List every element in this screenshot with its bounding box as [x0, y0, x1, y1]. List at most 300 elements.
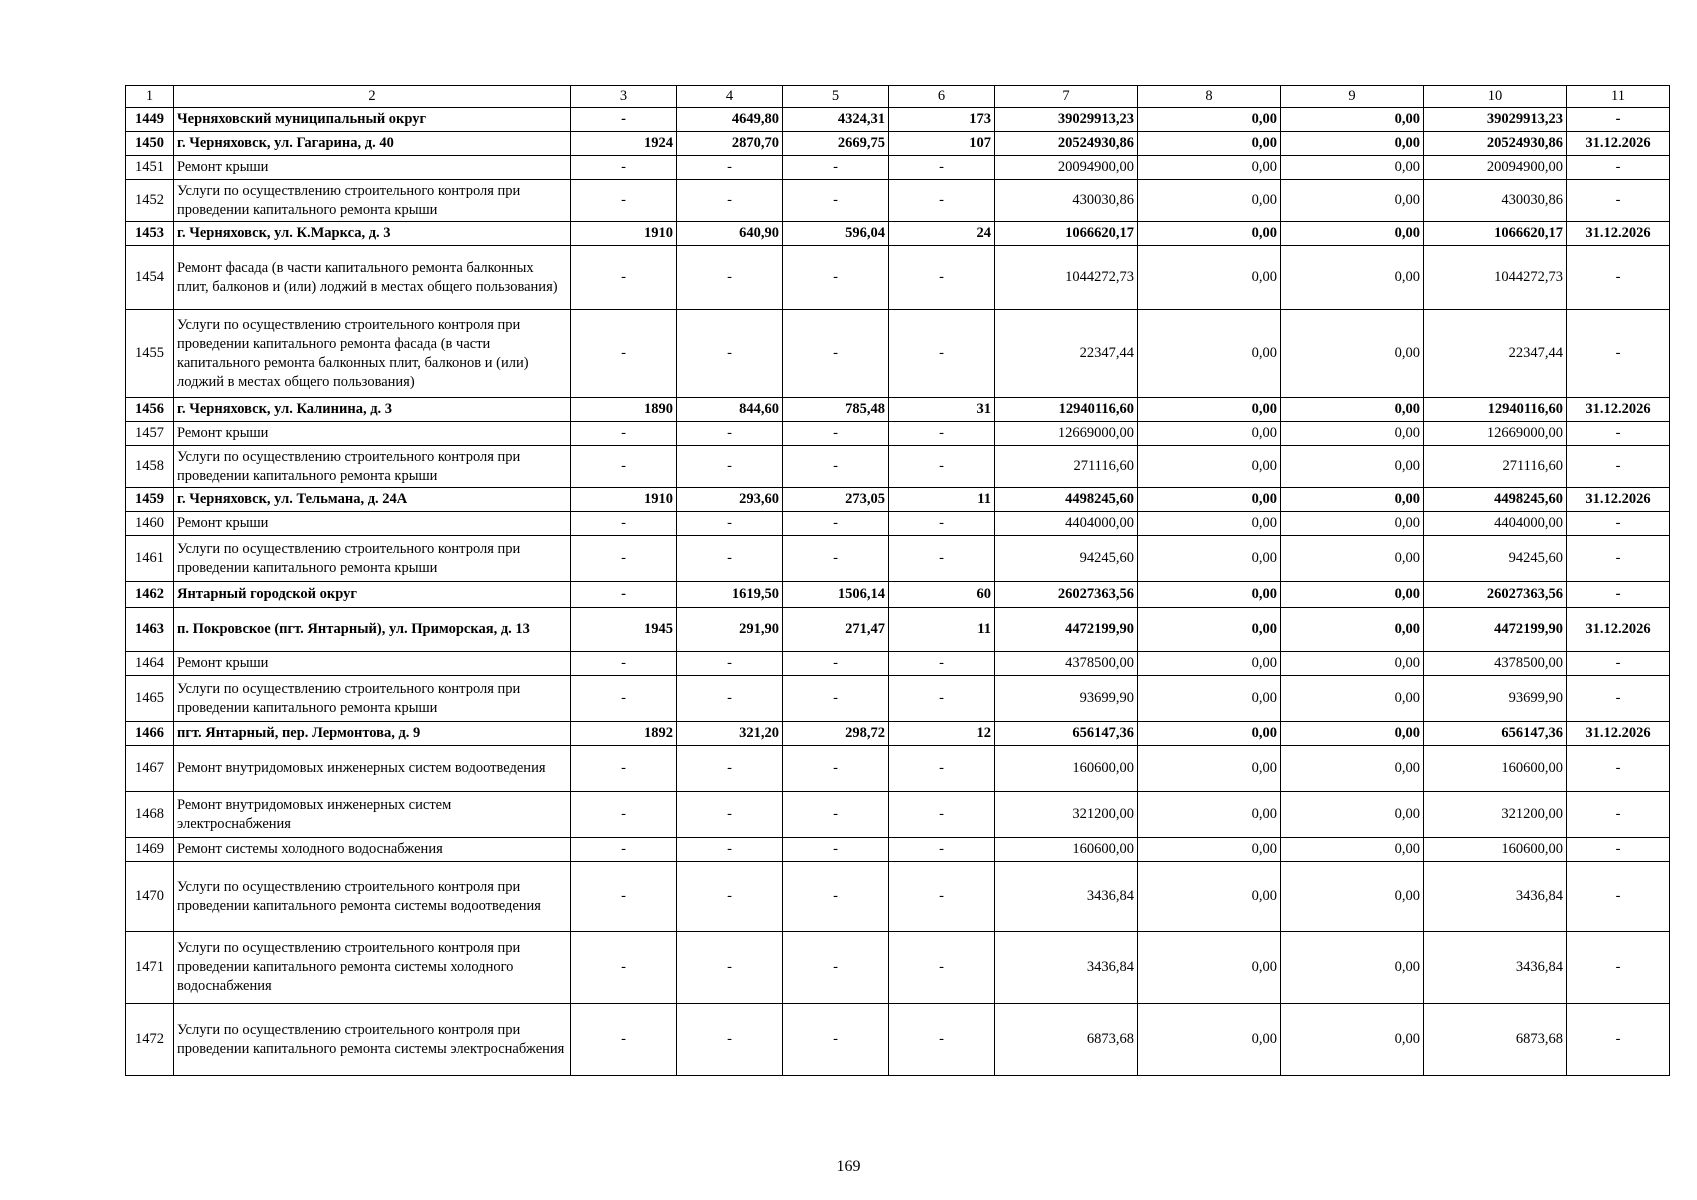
- year-cell: -: [571, 422, 677, 446]
- residents-cell: 107: [889, 132, 995, 156]
- table-row: [126, 156, 1670, 180]
- table-row: [126, 838, 1670, 862]
- area-total-cell: 4649,80: [677, 108, 783, 132]
- area-total-cell: 293,60: [677, 488, 783, 512]
- cost-total-cell: 22347,44: [995, 310, 1138, 398]
- deadline-cell: 31.12.2026: [1567, 222, 1670, 246]
- area-living-cell: -: [783, 156, 889, 180]
- row-number: 1470: [126, 862, 174, 932]
- year-cell: -: [571, 862, 677, 932]
- residents-cell: -: [889, 746, 995, 792]
- fund-a-cell: 0,00: [1138, 310, 1281, 398]
- fund-a-cell: 0,00: [1138, 512, 1281, 536]
- area-living-cell: 4324,31: [783, 108, 889, 132]
- residents-cell: 11: [889, 488, 995, 512]
- fund-a-cell: 0,00: [1138, 676, 1281, 722]
- column-number-row: [126, 86, 1670, 108]
- area-living-cell: -: [783, 310, 889, 398]
- cost-total-cell: 20524930,86: [995, 132, 1138, 156]
- row-number: 1456: [126, 398, 174, 422]
- area-total-cell: 2870,70: [677, 132, 783, 156]
- owners-funds-cell: 3436,84: [1424, 862, 1567, 932]
- cost-total-cell: 1044272,73: [995, 246, 1138, 310]
- fund-b-cell: 0,00: [1281, 536, 1424, 582]
- column-header: 9: [1281, 86, 1424, 108]
- item-name: Ремонт внутридомовых инженерных систем электроснабжения: [174, 792, 571, 838]
- owners-funds-cell: 93699,90: [1424, 676, 1567, 722]
- residents-cell: -: [889, 536, 995, 582]
- area-living-cell: -: [783, 446, 889, 488]
- residents-cell: -: [889, 422, 995, 446]
- year-cell: 1910: [571, 222, 677, 246]
- area-living-cell: 271,47: [783, 608, 889, 652]
- fund-b-cell: 0,00: [1281, 246, 1424, 310]
- residents-cell: -: [889, 862, 995, 932]
- area-living-cell: -: [783, 838, 889, 862]
- cost-total-cell: 4498245,60: [995, 488, 1138, 512]
- deadline-cell: 31.12.2026: [1567, 608, 1670, 652]
- fund-b-cell: 0,00: [1281, 108, 1424, 132]
- fund-b-cell: 0,00: [1281, 310, 1424, 398]
- table-row: [126, 746, 1670, 792]
- area-living-cell: 298,72: [783, 722, 889, 746]
- area-living-cell: 596,04: [783, 222, 889, 246]
- row-number: 1468: [126, 792, 174, 838]
- deadline-cell: -: [1567, 108, 1670, 132]
- area-living-cell: 273,05: [783, 488, 889, 512]
- row-number: 1458: [126, 446, 174, 488]
- row-number: 1452: [126, 180, 174, 222]
- item-name: Ремонт внутридомовых инженерных систем водоотведения: [174, 746, 571, 792]
- item-name: Ремонт системы холодного водоснабжения: [174, 838, 571, 862]
- deadline-cell: -: [1567, 156, 1670, 180]
- table-row: [126, 398, 1670, 422]
- area-total-cell: 844,60: [677, 398, 783, 422]
- owners-funds-cell: 1044272,73: [1424, 246, 1567, 310]
- area-total-cell: -: [677, 862, 783, 932]
- residents-cell: 11: [889, 608, 995, 652]
- area-living-cell: 785,48: [783, 398, 889, 422]
- cost-total-cell: 160600,00: [995, 746, 1138, 792]
- area-total-cell: -: [677, 180, 783, 222]
- deadline-cell: -: [1567, 180, 1670, 222]
- row-number: 1471: [126, 932, 174, 1004]
- fund-b-cell: 0,00: [1281, 488, 1424, 512]
- row-number: 1469: [126, 838, 174, 862]
- table-row: [126, 862, 1670, 932]
- cost-total-cell: 12669000,00: [995, 422, 1138, 446]
- cost-total-cell: 1066620,17: [995, 222, 1138, 246]
- item-name: пгт. Янтарный, пер. Лермонтова, д. 9: [174, 722, 571, 746]
- item-name: Услуги по осуществлению строительного контроля при проведении капитального ремонта системы электроснабжения: [174, 1004, 571, 1076]
- area-total-cell: -: [677, 310, 783, 398]
- deadline-cell: -: [1567, 582, 1670, 608]
- year-cell: 1910: [571, 488, 677, 512]
- deadline-cell: -: [1567, 676, 1670, 722]
- area-total-cell: -: [677, 512, 783, 536]
- deadline-cell: 31.12.2026: [1567, 398, 1670, 422]
- owners-funds-cell: 271116,60: [1424, 446, 1567, 488]
- year-cell: -: [571, 792, 677, 838]
- column-header: 8: [1138, 86, 1281, 108]
- year-cell: -: [571, 838, 677, 862]
- cost-total-cell: 4404000,00: [995, 512, 1138, 536]
- owners-funds-cell: 26027363,56: [1424, 582, 1567, 608]
- fund-a-cell: 0,00: [1138, 488, 1281, 512]
- fund-a-cell: 0,00: [1138, 422, 1281, 446]
- cost-total-cell: 160600,00: [995, 838, 1138, 862]
- year-cell: -: [571, 180, 677, 222]
- residents-cell: 60: [889, 582, 995, 608]
- cost-total-cell: 4472199,90: [995, 608, 1138, 652]
- owners-funds-cell: 20094900,00: [1424, 156, 1567, 180]
- owners-funds-cell: 3436,84: [1424, 932, 1567, 1004]
- fund-b-cell: 0,00: [1281, 398, 1424, 422]
- item-name: Услуги по осуществлению строительного контроля при проведении капитального ремонта крыши: [174, 446, 571, 488]
- item-name: Услуги по осуществлению строительного контроля при проведении капитального ремонта крыши: [174, 536, 571, 582]
- table-row: [126, 676, 1670, 722]
- year-cell: -: [571, 246, 677, 310]
- fund-b-cell: 0,00: [1281, 652, 1424, 676]
- fund-b-cell: 0,00: [1281, 1004, 1424, 1076]
- owners-funds-cell: 12669000,00: [1424, 422, 1567, 446]
- deadline-cell: -: [1567, 838, 1670, 862]
- area-living-cell: -: [783, 932, 889, 1004]
- deadline-cell: -: [1567, 1004, 1670, 1076]
- year-cell: -: [571, 746, 677, 792]
- cost-total-cell: 94245,60: [995, 536, 1138, 582]
- table-row: [126, 536, 1670, 582]
- table-row: [126, 652, 1670, 676]
- row-number: 1466: [126, 722, 174, 746]
- residents-cell: -: [889, 180, 995, 222]
- item-name: Услуги по осуществлению строительного контроля при проведении капитального ремонта фасада (в части капитального ремонта балконных плит, балконов и (или) лоджий в местах общего пользования): [174, 310, 571, 398]
- owners-funds-cell: 4498245,60: [1424, 488, 1567, 512]
- row-number: 1472: [126, 1004, 174, 1076]
- column-header: 3: [571, 86, 677, 108]
- fund-b-cell: 0,00: [1281, 180, 1424, 222]
- owners-funds-cell: 22347,44: [1424, 310, 1567, 398]
- row-number: 1454: [126, 246, 174, 310]
- area-total-cell: -: [677, 1004, 783, 1076]
- area-total-cell: 640,90: [677, 222, 783, 246]
- fund-b-cell: 0,00: [1281, 722, 1424, 746]
- year-cell: -: [571, 446, 677, 488]
- residents-cell: -: [889, 932, 995, 1004]
- item-name: Ремонт крыши: [174, 512, 571, 536]
- fund-a-cell: 0,00: [1138, 398, 1281, 422]
- area-total-cell: -: [677, 676, 783, 722]
- table-row: [126, 108, 1670, 132]
- area-total-cell: -: [677, 838, 783, 862]
- item-name: г. Черняховск, ул. Калинина, д. 3: [174, 398, 571, 422]
- deadline-cell: 31.12.2026: [1567, 488, 1670, 512]
- cost-total-cell: 3436,84: [995, 932, 1138, 1004]
- owners-funds-cell: 4378500,00: [1424, 652, 1567, 676]
- fund-b-cell: 0,00: [1281, 512, 1424, 536]
- owners-funds-cell: 94245,60: [1424, 536, 1567, 582]
- year-cell: 1892: [571, 722, 677, 746]
- item-name: Ремонт фасада (в части капитального ремонта балконных плит, балконов и (или) лоджий в местах общего пользования): [174, 246, 571, 310]
- fund-b-cell: 0,00: [1281, 676, 1424, 722]
- column-header: 11: [1567, 86, 1670, 108]
- table-row: [126, 608, 1670, 652]
- area-living-cell: -: [783, 246, 889, 310]
- row-number: 1451: [126, 156, 174, 180]
- owners-funds-cell: 6873,68: [1424, 1004, 1567, 1076]
- area-living-cell: -: [783, 862, 889, 932]
- year-cell: -: [571, 652, 677, 676]
- column-header: 5: [783, 86, 889, 108]
- table-row: [126, 932, 1670, 1004]
- residents-cell: 31: [889, 398, 995, 422]
- fund-a-cell: 0,00: [1138, 446, 1281, 488]
- owners-funds-cell: 4472199,90: [1424, 608, 1567, 652]
- fund-a-cell: 0,00: [1138, 582, 1281, 608]
- owners-funds-cell: 12940116,60: [1424, 398, 1567, 422]
- owners-funds-cell: 321200,00: [1424, 792, 1567, 838]
- deadline-cell: -: [1567, 746, 1670, 792]
- deadline-cell: 31.12.2026: [1567, 132, 1670, 156]
- deadline-cell: -: [1567, 862, 1670, 932]
- fund-b-cell: 0,00: [1281, 446, 1424, 488]
- year-cell: -: [571, 156, 677, 180]
- fund-a-cell: 0,00: [1138, 1004, 1281, 1076]
- cost-total-cell: 93699,90: [995, 676, 1138, 722]
- deadline-cell: -: [1567, 932, 1670, 1004]
- residents-cell: -: [889, 676, 995, 722]
- fund-a-cell: 0,00: [1138, 132, 1281, 156]
- owners-funds-cell: 160600,00: [1424, 746, 1567, 792]
- column-header: 6: [889, 86, 995, 108]
- deadline-cell: -: [1567, 512, 1670, 536]
- area-living-cell: -: [783, 1004, 889, 1076]
- residents-cell: 12: [889, 722, 995, 746]
- fund-a-cell: 0,00: [1138, 746, 1281, 792]
- table-row: [126, 132, 1670, 156]
- cost-total-cell: 4378500,00: [995, 652, 1138, 676]
- table-row: [126, 222, 1670, 246]
- year-cell: -: [571, 310, 677, 398]
- cost-total-cell: 656147,36: [995, 722, 1138, 746]
- area-total-cell: -: [677, 446, 783, 488]
- fund-a-cell: 0,00: [1138, 862, 1281, 932]
- row-number: 1467: [126, 746, 174, 792]
- owners-funds-cell: 39029913,23: [1424, 108, 1567, 132]
- cost-total-cell: 430030,86: [995, 180, 1138, 222]
- area-living-cell: -: [783, 422, 889, 446]
- item-name: г. Черняховск, ул. К.Маркса, д. 3: [174, 222, 571, 246]
- item-name: Черняховский муниципальный округ: [174, 108, 571, 132]
- column-header: 10: [1424, 86, 1567, 108]
- column-header: 7: [995, 86, 1138, 108]
- year-cell: 1945: [571, 608, 677, 652]
- table-body: [126, 86, 1670, 1076]
- deadline-cell: -: [1567, 446, 1670, 488]
- area-living-cell: -: [783, 180, 889, 222]
- owners-funds-cell: 430030,86: [1424, 180, 1567, 222]
- area-total-cell: -: [677, 652, 783, 676]
- fund-a-cell: 0,00: [1138, 722, 1281, 746]
- item-name: п. Покровское (пгт. Янтарный), ул. Приморская, д. 13: [174, 608, 571, 652]
- area-living-cell: -: [783, 652, 889, 676]
- item-name: Ремонт крыши: [174, 652, 571, 676]
- residents-cell: -: [889, 310, 995, 398]
- cost-total-cell: 271116,60: [995, 446, 1138, 488]
- fund-a-cell: 0,00: [1138, 180, 1281, 222]
- fund-b-cell: 0,00: [1281, 156, 1424, 180]
- owners-funds-cell: 656147,36: [1424, 722, 1567, 746]
- item-name: г. Черняховск, ул. Гагарина, д. 40: [174, 132, 571, 156]
- table-row: [126, 422, 1670, 446]
- residents-cell: -: [889, 792, 995, 838]
- year-cell: 1890: [571, 398, 677, 422]
- area-living-cell: 2669,75: [783, 132, 889, 156]
- table-row: [126, 446, 1670, 488]
- area-living-cell: 1506,14: [783, 582, 889, 608]
- area-total-cell: -: [677, 932, 783, 1004]
- residents-cell: -: [889, 156, 995, 180]
- fund-b-cell: 0,00: [1281, 608, 1424, 652]
- cost-total-cell: 26027363,56: [995, 582, 1138, 608]
- row-number: 1449: [126, 108, 174, 132]
- table-row: [126, 1004, 1670, 1076]
- year-cell: -: [571, 1004, 677, 1076]
- row-number: 1464: [126, 652, 174, 676]
- fund-b-cell: 0,00: [1281, 862, 1424, 932]
- fund-b-cell: 0,00: [1281, 222, 1424, 246]
- deadline-cell: -: [1567, 422, 1670, 446]
- row-number: 1455: [126, 310, 174, 398]
- row-number: 1465: [126, 676, 174, 722]
- table-row: [126, 512, 1670, 536]
- table-row: [126, 582, 1670, 608]
- area-living-cell: -: [783, 536, 889, 582]
- owners-funds-cell: 4404000,00: [1424, 512, 1567, 536]
- owners-funds-cell: 1066620,17: [1424, 222, 1567, 246]
- residents-cell: -: [889, 652, 995, 676]
- year-cell: 1924: [571, 132, 677, 156]
- residents-cell: -: [889, 1004, 995, 1076]
- year-cell: -: [571, 932, 677, 1004]
- area-living-cell: -: [783, 676, 889, 722]
- area-total-cell: -: [677, 746, 783, 792]
- fund-b-cell: 0,00: [1281, 838, 1424, 862]
- deadline-cell: -: [1567, 652, 1670, 676]
- fund-a-cell: 0,00: [1138, 246, 1281, 310]
- fund-a-cell: 0,00: [1138, 536, 1281, 582]
- residents-cell: -: [889, 838, 995, 862]
- area-living-cell: -: [783, 746, 889, 792]
- deadline-cell: 31.12.2026: [1567, 722, 1670, 746]
- area-total-cell: -: [677, 792, 783, 838]
- item-name: Услуги по осуществлению строительного контроля при проведении капитального ремонта системы холодного водоснабжения: [174, 932, 571, 1004]
- fund-a-cell: 0,00: [1138, 608, 1281, 652]
- row-number: 1457: [126, 422, 174, 446]
- row-number: 1460: [126, 512, 174, 536]
- fund-a-cell: 0,00: [1138, 156, 1281, 180]
- fund-b-cell: 0,00: [1281, 932, 1424, 1004]
- column-header: 4: [677, 86, 783, 108]
- area-total-cell: 291,90: [677, 608, 783, 652]
- year-cell: -: [571, 536, 677, 582]
- fund-a-cell: 0,00: [1138, 932, 1281, 1004]
- item-name: Ремонт крыши: [174, 422, 571, 446]
- table-row: [126, 792, 1670, 838]
- fund-b-cell: 0,00: [1281, 132, 1424, 156]
- data-table: [125, 85, 1670, 1076]
- row-number: 1463: [126, 608, 174, 652]
- item-name: Ремонт крыши: [174, 156, 571, 180]
- column-header: 2: [174, 86, 571, 108]
- area-total-cell: 321,20: [677, 722, 783, 746]
- year-cell: -: [571, 676, 677, 722]
- fund-a-cell: 0,00: [1138, 108, 1281, 132]
- fund-a-cell: 0,00: [1138, 838, 1281, 862]
- year-cell: -: [571, 108, 677, 132]
- area-total-cell: -: [677, 246, 783, 310]
- deadline-cell: -: [1567, 792, 1670, 838]
- fund-b-cell: 0,00: [1281, 792, 1424, 838]
- table-row: [126, 722, 1670, 746]
- cost-total-cell: 39029913,23: [995, 108, 1138, 132]
- year-cell: -: [571, 582, 677, 608]
- row-number: 1459: [126, 488, 174, 512]
- owners-funds-cell: 160600,00: [1424, 838, 1567, 862]
- row-number: 1461: [126, 536, 174, 582]
- area-living-cell: -: [783, 512, 889, 536]
- fund-b-cell: 0,00: [1281, 582, 1424, 608]
- area-total-cell: -: [677, 156, 783, 180]
- fund-b-cell: 0,00: [1281, 422, 1424, 446]
- area-total-cell: 1619,50: [677, 582, 783, 608]
- year-cell: -: [571, 512, 677, 536]
- owners-funds-cell: 20524930,86: [1424, 132, 1567, 156]
- deadline-cell: -: [1567, 536, 1670, 582]
- area-living-cell: -: [783, 792, 889, 838]
- item-name: Услуги по осуществлению строительного контроля при проведении капитального ремонта крыши: [174, 676, 571, 722]
- row-number: 1462: [126, 582, 174, 608]
- residents-cell: 24: [889, 222, 995, 246]
- residents-cell: 173: [889, 108, 995, 132]
- row-number: 1450: [126, 132, 174, 156]
- deadline-cell: -: [1567, 246, 1670, 310]
- table-row: [126, 488, 1670, 512]
- table-row: [126, 180, 1670, 222]
- item-name: Услуги по осуществлению строительного контроля при проведении капитального ремонта системы водоотведения: [174, 862, 571, 932]
- residents-cell: -: [889, 246, 995, 310]
- item-name: г. Черняховск, ул. Тельмана, д. 24А: [174, 488, 571, 512]
- table-row: [126, 310, 1670, 398]
- page-number: 169: [836, 1158, 861, 1175]
- deadline-cell: -: [1567, 310, 1670, 398]
- item-name: Услуги по осуществлению строительного контроля при проведении капитального ремонта крыши: [174, 180, 571, 222]
- residents-cell: -: [889, 446, 995, 488]
- cost-total-cell: 12940116,60: [995, 398, 1138, 422]
- cost-total-cell: 20094900,00: [995, 156, 1138, 180]
- fund-a-cell: 0,00: [1138, 222, 1281, 246]
- row-number: 1453: [126, 222, 174, 246]
- cost-total-cell: 3436,84: [995, 862, 1138, 932]
- table-row: [126, 246, 1670, 310]
- fund-a-cell: 0,00: [1138, 652, 1281, 676]
- fund-b-cell: 0,00: [1281, 746, 1424, 792]
- fund-a-cell: 0,00: [1138, 792, 1281, 838]
- cost-total-cell: 6873,68: [995, 1004, 1138, 1076]
- item-name: Янтарный городской округ: [174, 582, 571, 608]
- area-total-cell: -: [677, 536, 783, 582]
- column-header: 1: [126, 86, 174, 108]
